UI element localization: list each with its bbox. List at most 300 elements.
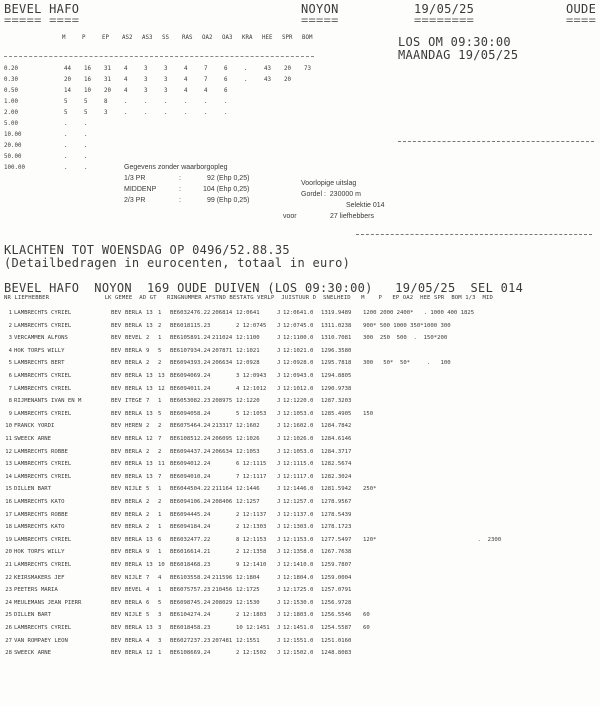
prize-count-cell: .	[244, 77, 248, 83]
result-gem: BERLA	[125, 461, 142, 468]
result-afst: 207871	[212, 347, 233, 354]
result-verlp: J	[277, 385, 281, 392]
result-name: LAMBRECHTS CYRIEL	[14, 625, 72, 631]
prize-column-header: AS2	[122, 35, 133, 41]
result-ad: 13	[146, 410, 153, 417]
prize-count-cell: 3	[104, 110, 108, 116]
result-ring: BE6094437.24	[170, 448, 211, 455]
race-location: NOYON	[301, 2, 339, 16]
result-snel: 1294.8805	[321, 373, 352, 379]
result-verlp: J	[277, 410, 281, 417]
result-gem: ITEGE	[125, 398, 142, 405]
result-gem: BERLA	[125, 410, 142, 417]
result-row	[4, 650, 600, 663]
prize-count-cell: .	[64, 132, 68, 138]
result-row	[4, 474, 600, 487]
result-nr: 20	[5, 549, 12, 556]
result-snel: 1282.5674	[321, 461, 352, 468]
result-ad: 6	[146, 599, 150, 606]
amounts-note: (Detailbedragen in eurocenten, totaal in euro)	[4, 256, 351, 270]
result-row	[4, 449, 600, 462]
prize-count-cell: 20	[284, 77, 291, 83]
result-snel: 1257.0791	[321, 587, 352, 594]
result-snel: 1310.7081	[321, 335, 352, 342]
result-afst: 206634	[212, 448, 233, 455]
prize-count-cell: 20	[104, 88, 111, 94]
result-row	[4, 524, 600, 537]
prize-amount: 0.50	[4, 88, 18, 94]
result-nr: 4	[8, 347, 12, 354]
result-verlp: J	[277, 587, 281, 594]
prize-count-cell: 44	[64, 66, 71, 72]
result-row	[4, 348, 600, 361]
result-best: 2 12:1358	[236, 549, 267, 556]
result-snel: 1251.0160	[321, 637, 352, 644]
result-afst: 211164	[212, 486, 233, 493]
result-juist: 12:1358.0	[283, 549, 314, 556]
result-gem: BERLA	[125, 599, 142, 606]
result-ring: BE6105891.24	[170, 335, 211, 342]
result-ring: BE6027237.23	[170, 637, 211, 644]
result-ring: BE6018115.23	[170, 322, 211, 329]
result-juist: 12:1137.0	[283, 511, 314, 518]
result-ring: BE6075464.24	[170, 423, 211, 430]
result-ring: BE6108669.24	[170, 650, 211, 657]
divider	[398, 141, 594, 142]
result-snel: 1287.3203	[321, 398, 352, 405]
result-row	[4, 360, 600, 373]
prize-column-header: SS	[162, 35, 169, 41]
result-row	[4, 386, 600, 399]
result-nr: 18	[5, 524, 12, 531]
result-nr: 21	[5, 562, 12, 568]
result-best: 12:0641	[236, 310, 260, 316]
result-nr: 19	[5, 536, 12, 543]
result-extra: 900* 500 1000 350*1000 300	[363, 322, 451, 329]
result-snel: 1284.6146	[321, 436, 352, 442]
result-best: 12:1026	[236, 436, 260, 442]
result-gt: 1	[158, 587, 162, 594]
result-name: LAMBRECHTS CYRIEL	[14, 473, 72, 480]
result-verlp: J	[277, 486, 281, 493]
result-name: FRANCK YORDI	[14, 423, 55, 430]
prize-column-header: KRA	[242, 35, 253, 41]
result-extra: 300 50* 50* . 100	[363, 360, 451, 367]
date-underline: ========	[414, 13, 475, 27]
prize-count-cell: 31	[104, 77, 111, 83]
prize-count-cell: .	[184, 99, 188, 105]
result-ad: 2	[146, 360, 150, 367]
divider	[356, 234, 592, 235]
result-snel: 1296.3580	[321, 347, 352, 354]
result-name: LAMBRECHTS CYRIEL	[14, 322, 72, 329]
result-name: DILLEN BART	[14, 612, 52, 619]
prize-amount: 1.00	[4, 99, 18, 105]
result-gt: 1	[158, 549, 162, 556]
result-ad: 9	[146, 549, 150, 556]
result-juist: 12:1026.0	[283, 436, 314, 442]
prize-amount: 5.00	[4, 121, 18, 127]
race-date: 19/05/25	[414, 2, 475, 16]
result-name: KEIRSMAKERS JEF	[14, 574, 65, 581]
prize-count-cell: 3	[144, 77, 148, 83]
result-lk: BEV	[111, 335, 122, 342]
result-afst: 207481	[212, 637, 233, 644]
result-afst: 208029	[212, 599, 233, 606]
prize-count-cell: 3	[164, 77, 168, 83]
result-ad: 13	[146, 473, 153, 480]
document-title: BEVEL HAFO	[4, 2, 80, 16]
belt-distance: Gordel : 230000 m	[301, 191, 361, 198]
result-gt: 2	[158, 448, 162, 455]
results-column-headers: NR LIEFHEBBER LK GEMEE AD GT RINGNUMMER AFSTND BESTATG VERLP JUISTUUR D SNELHEID M P EP OA2 HEE SPR BOM 1/3 MID	[4, 295, 493, 301]
result-gem: BERLA	[125, 524, 142, 531]
result-verlp: J	[277, 549, 281, 556]
result-ring: BE6098745.24	[170, 599, 211, 606]
prize-count-cell: 3	[144, 88, 148, 94]
prize-count-cell: .	[64, 121, 68, 127]
result-name: LAMBRECHTS ROBBE	[14, 511, 68, 518]
result-nr: 10	[5, 423, 12, 430]
result-nr: 16	[5, 499, 12, 505]
result-gt: 2	[158, 322, 162, 329]
result-juist: 12:1551.0	[283, 637, 314, 644]
result-row	[4, 461, 600, 474]
prize-count-cell: 5	[64, 99, 68, 105]
result-gem: BERLA	[125, 310, 142, 316]
result-gt: 12	[158, 385, 165, 392]
result-lk: BEV	[111, 410, 122, 417]
result-lk: BEV	[111, 562, 122, 568]
result-best: 12:1551	[236, 637, 260, 644]
result-name: LAMBRECHTS CYRIEL	[14, 310, 72, 316]
result-gem: NIJLE	[125, 612, 142, 619]
result-best: 12:1530	[236, 599, 260, 606]
result-gem: BERLA	[125, 549, 142, 556]
result-juist: 12:1220.0	[283, 398, 314, 405]
result-lk: BEV	[111, 398, 122, 405]
prize-count-cell: .	[164, 110, 168, 116]
result-lk: BEV	[111, 360, 122, 367]
middenp-value: 104 (Ehp 0,25)	[203, 186, 250, 193]
prize-column-header: BOM	[302, 35, 313, 41]
result-gem: BERLA	[125, 637, 142, 644]
result-juist: 12:1053.0	[283, 448, 314, 455]
prize-count-cell: 6	[224, 88, 228, 94]
result-verlp: J	[277, 625, 281, 631]
result-gt: 1	[158, 335, 162, 342]
result-juist: 12:1451.0	[283, 625, 314, 631]
result-extra: 60	[363, 625, 370, 631]
result-gt: 3	[158, 612, 162, 619]
result-name: LAMBRECHTS CYRIEL	[14, 373, 72, 379]
result-ring: BE6044504.22	[170, 486, 211, 493]
result-snel: 1285.4905	[321, 410, 352, 417]
prize-amount: 20.00	[4, 143, 22, 149]
result-ring: BE6103558.24	[170, 574, 211, 581]
result-gem: HEREN	[125, 423, 142, 430]
result-best: 6 12:1115	[236, 461, 267, 468]
prize-count-cell: 5	[84, 99, 88, 105]
result-snel: 1248.8083	[321, 650, 352, 657]
prize-count-cell: 43	[264, 66, 271, 72]
prize-amount: 0.30	[4, 77, 18, 83]
result-juist: 12:1153.0	[283, 536, 314, 543]
result-nr: 5	[8, 360, 12, 367]
result-snel: 1278.9567	[321, 499, 352, 505]
result-best: 12:0928	[236, 360, 260, 367]
result-lk: BEV	[111, 385, 122, 392]
result-afst: 213317	[212, 423, 233, 430]
result-ring: BE6094106.24	[170, 499, 211, 505]
result-gt: 2	[158, 423, 162, 430]
result-lk: BEV	[111, 486, 122, 493]
result-snel: 1284.7842	[321, 423, 352, 430]
result-verlp: J	[277, 360, 281, 367]
prize-amount: 10.00	[4, 132, 22, 138]
result-gem: BERLA	[125, 347, 142, 354]
result-row	[4, 537, 600, 550]
result-juist: 12:1804.0	[283, 574, 314, 581]
result-juist: 12:1803.0	[283, 612, 314, 619]
result-verlp: J	[277, 461, 281, 468]
result-extra: 60	[363, 612, 370, 619]
result-gt: 1	[158, 486, 162, 493]
result-row	[4, 549, 600, 562]
result-juist: 12:0641.0	[283, 310, 314, 316]
prize-count-cell: 43	[264, 77, 271, 83]
result-gt: 5	[158, 347, 162, 354]
result-best: 10 12:1451	[236, 625, 270, 631]
result-snel: 1259.7807	[321, 562, 352, 568]
selection-number: Selektie 014	[346, 202, 385, 209]
result-best: 2 12:1502	[236, 650, 267, 657]
result-gt: 5	[158, 410, 162, 417]
result-nr: 28	[5, 650, 12, 657]
result-row	[4, 512, 600, 525]
prize-count-cell: 20	[64, 77, 71, 83]
result-gem: BERLA	[125, 436, 142, 442]
result-ring: BE6032476.22	[170, 310, 211, 316]
result-lk: BEV	[111, 473, 122, 480]
result-afst: 206814	[212, 310, 233, 316]
prize-column-header: OA3	[222, 35, 233, 41]
prize-count-cell: .	[84, 121, 88, 127]
result-nr: 2	[8, 322, 12, 329]
prize-count-cell: 20	[284, 66, 291, 72]
result-name: HOK TORFS WILLY	[14, 347, 65, 354]
result-ad: 2	[146, 423, 150, 430]
result-ad: 13	[146, 385, 153, 392]
result-name: VERCAMMEN ALFONS	[14, 335, 68, 342]
prize-count-cell: .	[144, 110, 148, 116]
prize-count-cell: .	[84, 165, 88, 171]
result-row	[4, 638, 600, 651]
result-lk: BEV	[111, 436, 122, 442]
result-verlp: J	[277, 650, 281, 657]
middenp-label: MIDDENP	[124, 186, 157, 193]
complaints-notice: KLACHTEN TOT WOENSDAG OP 0496/52.88.35	[4, 243, 290, 257]
result-best: 9 12:1410	[236, 562, 267, 568]
prize-count-cell: .	[84, 154, 88, 160]
prize-column-header: EP	[102, 35, 109, 41]
prize-count-cell: .	[184, 110, 188, 116]
result-name: HOK TORFS WILLY	[14, 549, 65, 556]
result-ad: 2	[146, 524, 150, 531]
result-lk: BEV	[111, 347, 122, 354]
prize-count-cell: .	[84, 132, 88, 138]
info-heading: Gegevens zonder waarborgopleg	[124, 164, 228, 171]
result-best: 8 12:1153	[236, 536, 267, 543]
prize-amount: 0.20	[4, 66, 18, 72]
result-row	[4, 411, 600, 424]
result-ad: 2	[146, 448, 150, 455]
result-lk: BEV	[111, 511, 122, 518]
result-snel: 1284.3717	[321, 448, 352, 455]
prize-amount: 100.00	[4, 165, 25, 171]
result-nr: 13	[5, 461, 12, 468]
voor-label: voor	[283, 213, 297, 220]
prize-count-cell: .	[204, 99, 208, 105]
result-verlp: J	[277, 448, 281, 455]
result-gt: 2	[158, 360, 162, 367]
result-gt: 1	[158, 650, 162, 657]
colon: :	[179, 186, 181, 193]
prize-table-divider	[4, 56, 314, 57]
result-nr: 25	[5, 612, 12, 619]
result-nr: 8	[8, 398, 12, 405]
result-ad: 13	[146, 322, 153, 329]
result-lk: BEV	[111, 549, 122, 556]
prize-column-header: P	[82, 35, 86, 41]
prize-count-cell: .	[204, 110, 208, 116]
result-afst: 208406	[212, 499, 233, 505]
prize-count-cell: 73	[304, 66, 311, 72]
result-afst: 206634	[212, 360, 233, 367]
result-ring: BE6018468.23	[170, 562, 211, 568]
prize-count-cell: .	[64, 154, 68, 160]
result-nr: 27	[5, 637, 12, 644]
result-lk: BEV	[111, 461, 122, 468]
prize-count-cell: 6	[224, 66, 228, 72]
result-row	[4, 499, 600, 512]
result-gem: BERLA	[125, 536, 142, 543]
result-afst: 210456	[212, 587, 233, 594]
result-lk: BEV	[111, 322, 122, 329]
result-name: LAMBRECHTS KATO	[14, 499, 65, 505]
result-juist: 12:1053.0	[283, 410, 314, 417]
prize-count-cell: .	[64, 143, 68, 149]
result-row	[4, 625, 600, 638]
result-gt: 1	[158, 511, 162, 518]
result-row	[4, 575, 600, 588]
result-best: 12:1053	[236, 448, 260, 455]
result-gem: NIJLE	[125, 486, 142, 493]
prize-amount: 2.00	[4, 110, 18, 116]
prize-column-header: SPR	[282, 35, 293, 41]
result-verlp: J	[277, 373, 281, 379]
result-juist: 12:1117.0	[283, 473, 314, 480]
prize-count-cell: 3	[144, 66, 148, 72]
prize-count-cell: 3	[164, 88, 168, 94]
result-nr: 9	[8, 410, 12, 417]
result-ad: 5	[146, 486, 150, 493]
result-best: 12:1220	[236, 398, 260, 405]
result-best: 12:1446	[236, 486, 260, 493]
result-juist: 12:1725.0	[283, 587, 314, 594]
result-ring: BE6094058.24	[170, 410, 211, 417]
prize-amount: 50.00	[4, 154, 22, 160]
result-ad: 12	[146, 650, 153, 657]
result-lk: BEV	[111, 587, 122, 594]
result-ring: BE6032477.22	[170, 536, 211, 543]
result-verlp: J	[277, 347, 281, 354]
prize-count-cell: 5	[64, 110, 68, 116]
prize-count-cell: .	[224, 99, 228, 105]
result-ad: 5	[146, 612, 150, 619]
prize-count-cell: .	[84, 143, 88, 149]
result-row	[4, 600, 600, 613]
result-gt: 7	[158, 436, 162, 442]
result-gem: BERLA	[125, 385, 142, 392]
result-extra: 150	[363, 410, 374, 417]
result-snel: 1290.9738	[321, 385, 352, 392]
prize-count-cell: 4	[124, 88, 128, 94]
result-gem: BEVEL	[125, 335, 142, 342]
result-ad: 2	[146, 511, 150, 518]
result-ad: 13	[146, 536, 153, 543]
result-afst: 211596	[212, 574, 233, 581]
prize-count-cell: .	[64, 165, 68, 171]
result-gt: 1	[158, 524, 162, 531]
result-extra: 120* . 2300	[363, 536, 502, 543]
result-snel: 1278.1723	[321, 524, 352, 531]
result-verlp: J	[277, 562, 281, 568]
prize-column-header: AS3	[142, 35, 153, 41]
result-best: 2 12:1137	[236, 511, 267, 518]
result-lk: BEV	[111, 625, 122, 631]
result-juist: 12:1257.0	[283, 499, 314, 505]
result-ring: BE6053082.23	[170, 398, 211, 405]
result-gem: BERLA	[125, 650, 142, 657]
result-best: 12:1804	[236, 574, 260, 581]
result-row	[4, 323, 600, 336]
result-row	[4, 612, 600, 625]
result-name: LAMBRECHTS BERT	[14, 360, 65, 367]
result-lk: BEV	[111, 650, 122, 657]
result-verlp: J	[277, 398, 281, 405]
result-ring: BE6075757.23	[170, 587, 211, 594]
result-gt: 13	[158, 373, 165, 379]
result-juist: 12:1303.0	[283, 524, 314, 531]
result-extra: 300 250 500 . 150*200	[363, 335, 448, 342]
result-name: LAMBRECHTS CYRIEL	[14, 385, 72, 392]
result-ad: 13	[146, 625, 153, 631]
result-lk: BEV	[111, 310, 122, 316]
prize-count-cell: 16	[84, 77, 91, 83]
result-snel: 1256.5546	[321, 612, 352, 619]
result-name: LAMBRECHTS KATO	[14, 524, 65, 531]
result-name: PEETERS MARIA	[14, 587, 58, 594]
result-juist: 12:1530.0	[283, 599, 314, 606]
result-gem: BERLA	[125, 499, 142, 505]
result-snel: 1282.3024	[321, 473, 352, 480]
result-best: 12:1021	[236, 347, 260, 354]
result-nr: 11	[5, 436, 12, 442]
result-afst: 206095	[212, 436, 233, 442]
result-ad: 13	[146, 562, 153, 568]
result-gem: BERLA	[125, 360, 142, 367]
